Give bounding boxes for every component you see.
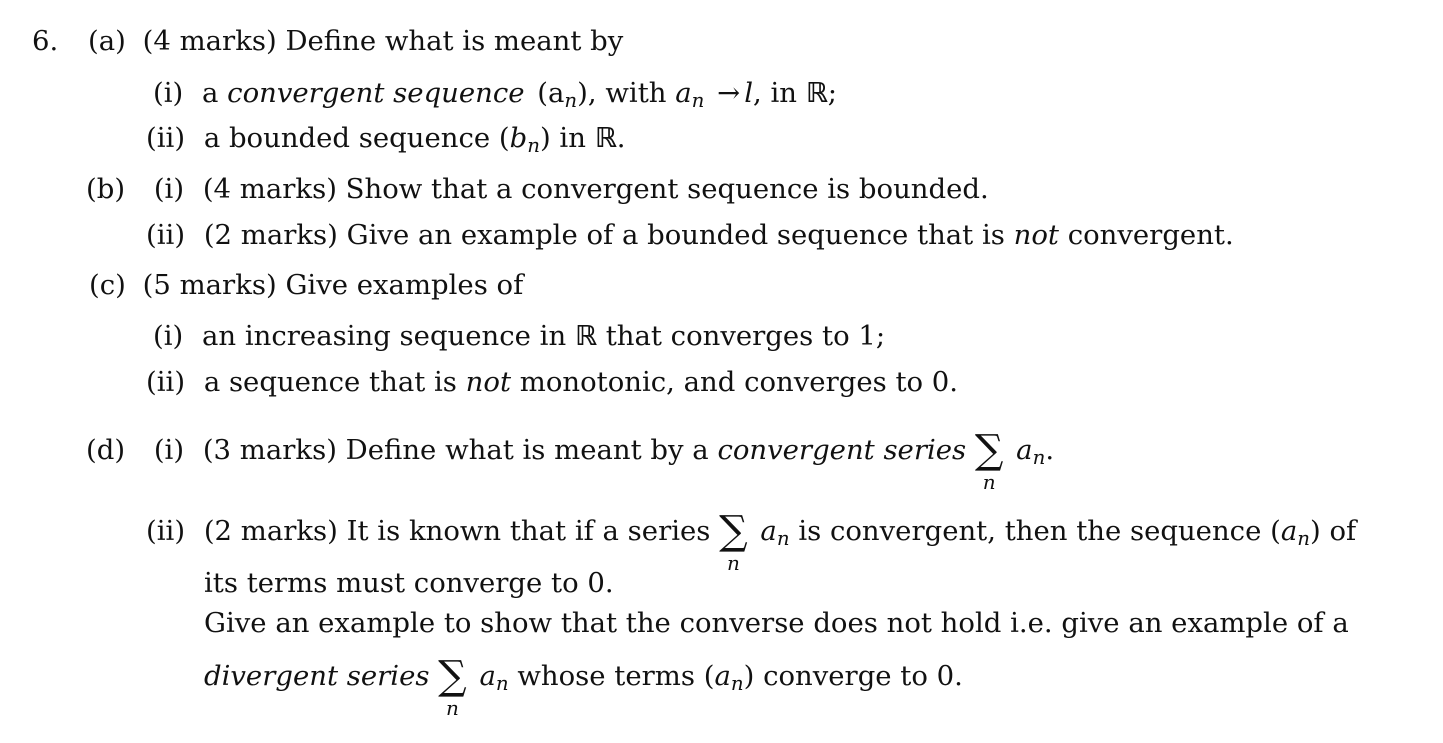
a-i-label: (i) [153,77,184,109]
a-i-seq-sub: n [564,88,578,112]
d-ii-var4: a [714,660,731,692]
part-a-text: Define what is meant by [285,25,624,57]
sigma-icon [431,652,473,720]
d-ii-sub4: n [730,671,744,695]
c-i-pre: an increasing sequence in [202,320,567,352]
a-i-seq: (a [537,77,565,109]
d-ii-var2: a [1280,515,1298,547]
c-ii-post: monotonic, and converges to 0. [519,366,959,398]
d-ii-tail-post: ) converge to 0. [743,660,963,692]
d-i-line [86,426,1055,494]
a-i-var: a [675,77,692,109]
b-ii-post: convergent. [1067,219,1234,251]
sigma-icon [712,507,754,575]
sigma-index: n [982,470,996,494]
a-i-limit: l [744,77,753,109]
d-ii-sub2: n [1297,526,1310,550]
a-i-line [153,77,838,112]
d-ii-tail-pre: whose terms ( [517,660,715,692]
c-ii-line [146,366,959,398]
a-ii-line [146,122,626,157]
b-i-label: (i) [153,173,185,205]
part-a-marks: (4 marks) [142,25,277,57]
d-ii-line-3 [204,607,1349,639]
a-i-end: ; [827,77,838,109]
d-ii-line [146,507,1357,575]
a-i-var-sub: n [691,88,705,112]
d-i-sub: n [1032,445,1046,469]
a-i-term: convergent sequence [227,77,525,109]
a-ii-pre: a bounded sequence ( [203,122,510,154]
a-ii-end: . [616,122,626,154]
d-i-var: a [1016,434,1033,466]
a-ii-sub: n [527,133,540,157]
c-ii-emph: not [465,366,511,398]
part-c-line [89,269,524,301]
c-ii-label: (ii) [146,366,186,398]
d-ii-line3-text: Give an example to show that the converse does not hold i.e. give an example of a [204,607,1349,639]
question-6-line [32,25,59,57]
b-ii-pre: Give an example of a bounded sequence that is [346,219,1005,251]
d-ii-term: divergent series [204,660,430,692]
a-i-mid: ), with [577,77,667,109]
b-ii-emph: not [1013,219,1059,251]
part-b-label: (b) [86,173,126,205]
part-a-label: (a) [88,25,126,57]
b-i-marks: (4 marks) [202,173,337,205]
sigma-symbol: ∑ [438,653,467,699]
d-i-pre: Define what is meant by a [345,434,709,466]
d-ii-marks: (2 marks) [203,515,338,547]
b-i-line [86,173,989,205]
part-a-line [88,25,624,57]
sigma-symbol: ∑ [719,508,748,554]
c-i-label: (i) [153,320,184,352]
d-i-marks: (3 marks) [202,434,337,466]
c-i-post: that converges to 1; [605,320,886,352]
d-ii-var: a [760,515,777,547]
question-number: 6. [32,25,59,57]
sigma-index: n [726,551,740,575]
reals-symbol: ℝ [574,320,597,352]
a-ii-var: b [509,122,528,154]
d-ii-post: ) of [1309,515,1357,547]
d-ii-sub: n [776,526,790,550]
arrow-icon: → [717,77,741,109]
a-i-pre: a [202,77,219,109]
b-ii-label: (ii) [146,219,186,251]
b-ii-marks: (2 marks) [203,219,338,251]
part-c-text: Give examples of [285,269,524,301]
c-i-line [153,320,886,352]
d-i-term: convergent series [717,434,967,466]
d-ii-label: (ii) [146,515,186,547]
sigma-symbol: ∑ [974,427,1004,473]
part-c-label: (c) [89,269,126,301]
part-c-marks: (5 marks) [142,269,277,301]
d-i-end: . [1045,434,1055,466]
c-ii-pre: a sequence that is [203,366,457,398]
d-ii-line-2 [204,567,614,599]
reals-symbol: ℝ [805,77,828,109]
d-ii-sub3: n [495,671,509,695]
b-ii-line [146,219,1234,251]
a-i-in: , in [752,77,797,109]
d-i-label: (i) [153,434,185,466]
d-ii-line-4 [204,652,963,720]
a-ii-post: ) in [539,122,586,154]
sigma-icon [968,426,1010,494]
sigma-index: n [446,696,459,720]
part-d-label: (d) [86,434,126,466]
b-i-text: Show that a convergent sequence is bounded. [345,173,989,205]
d-ii-line2-text: its terms must converge to 0. [204,567,614,599]
d-ii-pre: It is known that if a series [346,515,711,547]
reals-symbol: ℝ [594,122,617,154]
a-ii-label: (ii) [146,122,186,154]
d-ii-var3: a [479,660,496,692]
d-ii-mid: is convergent, then the sequence ( [798,515,1281,547]
